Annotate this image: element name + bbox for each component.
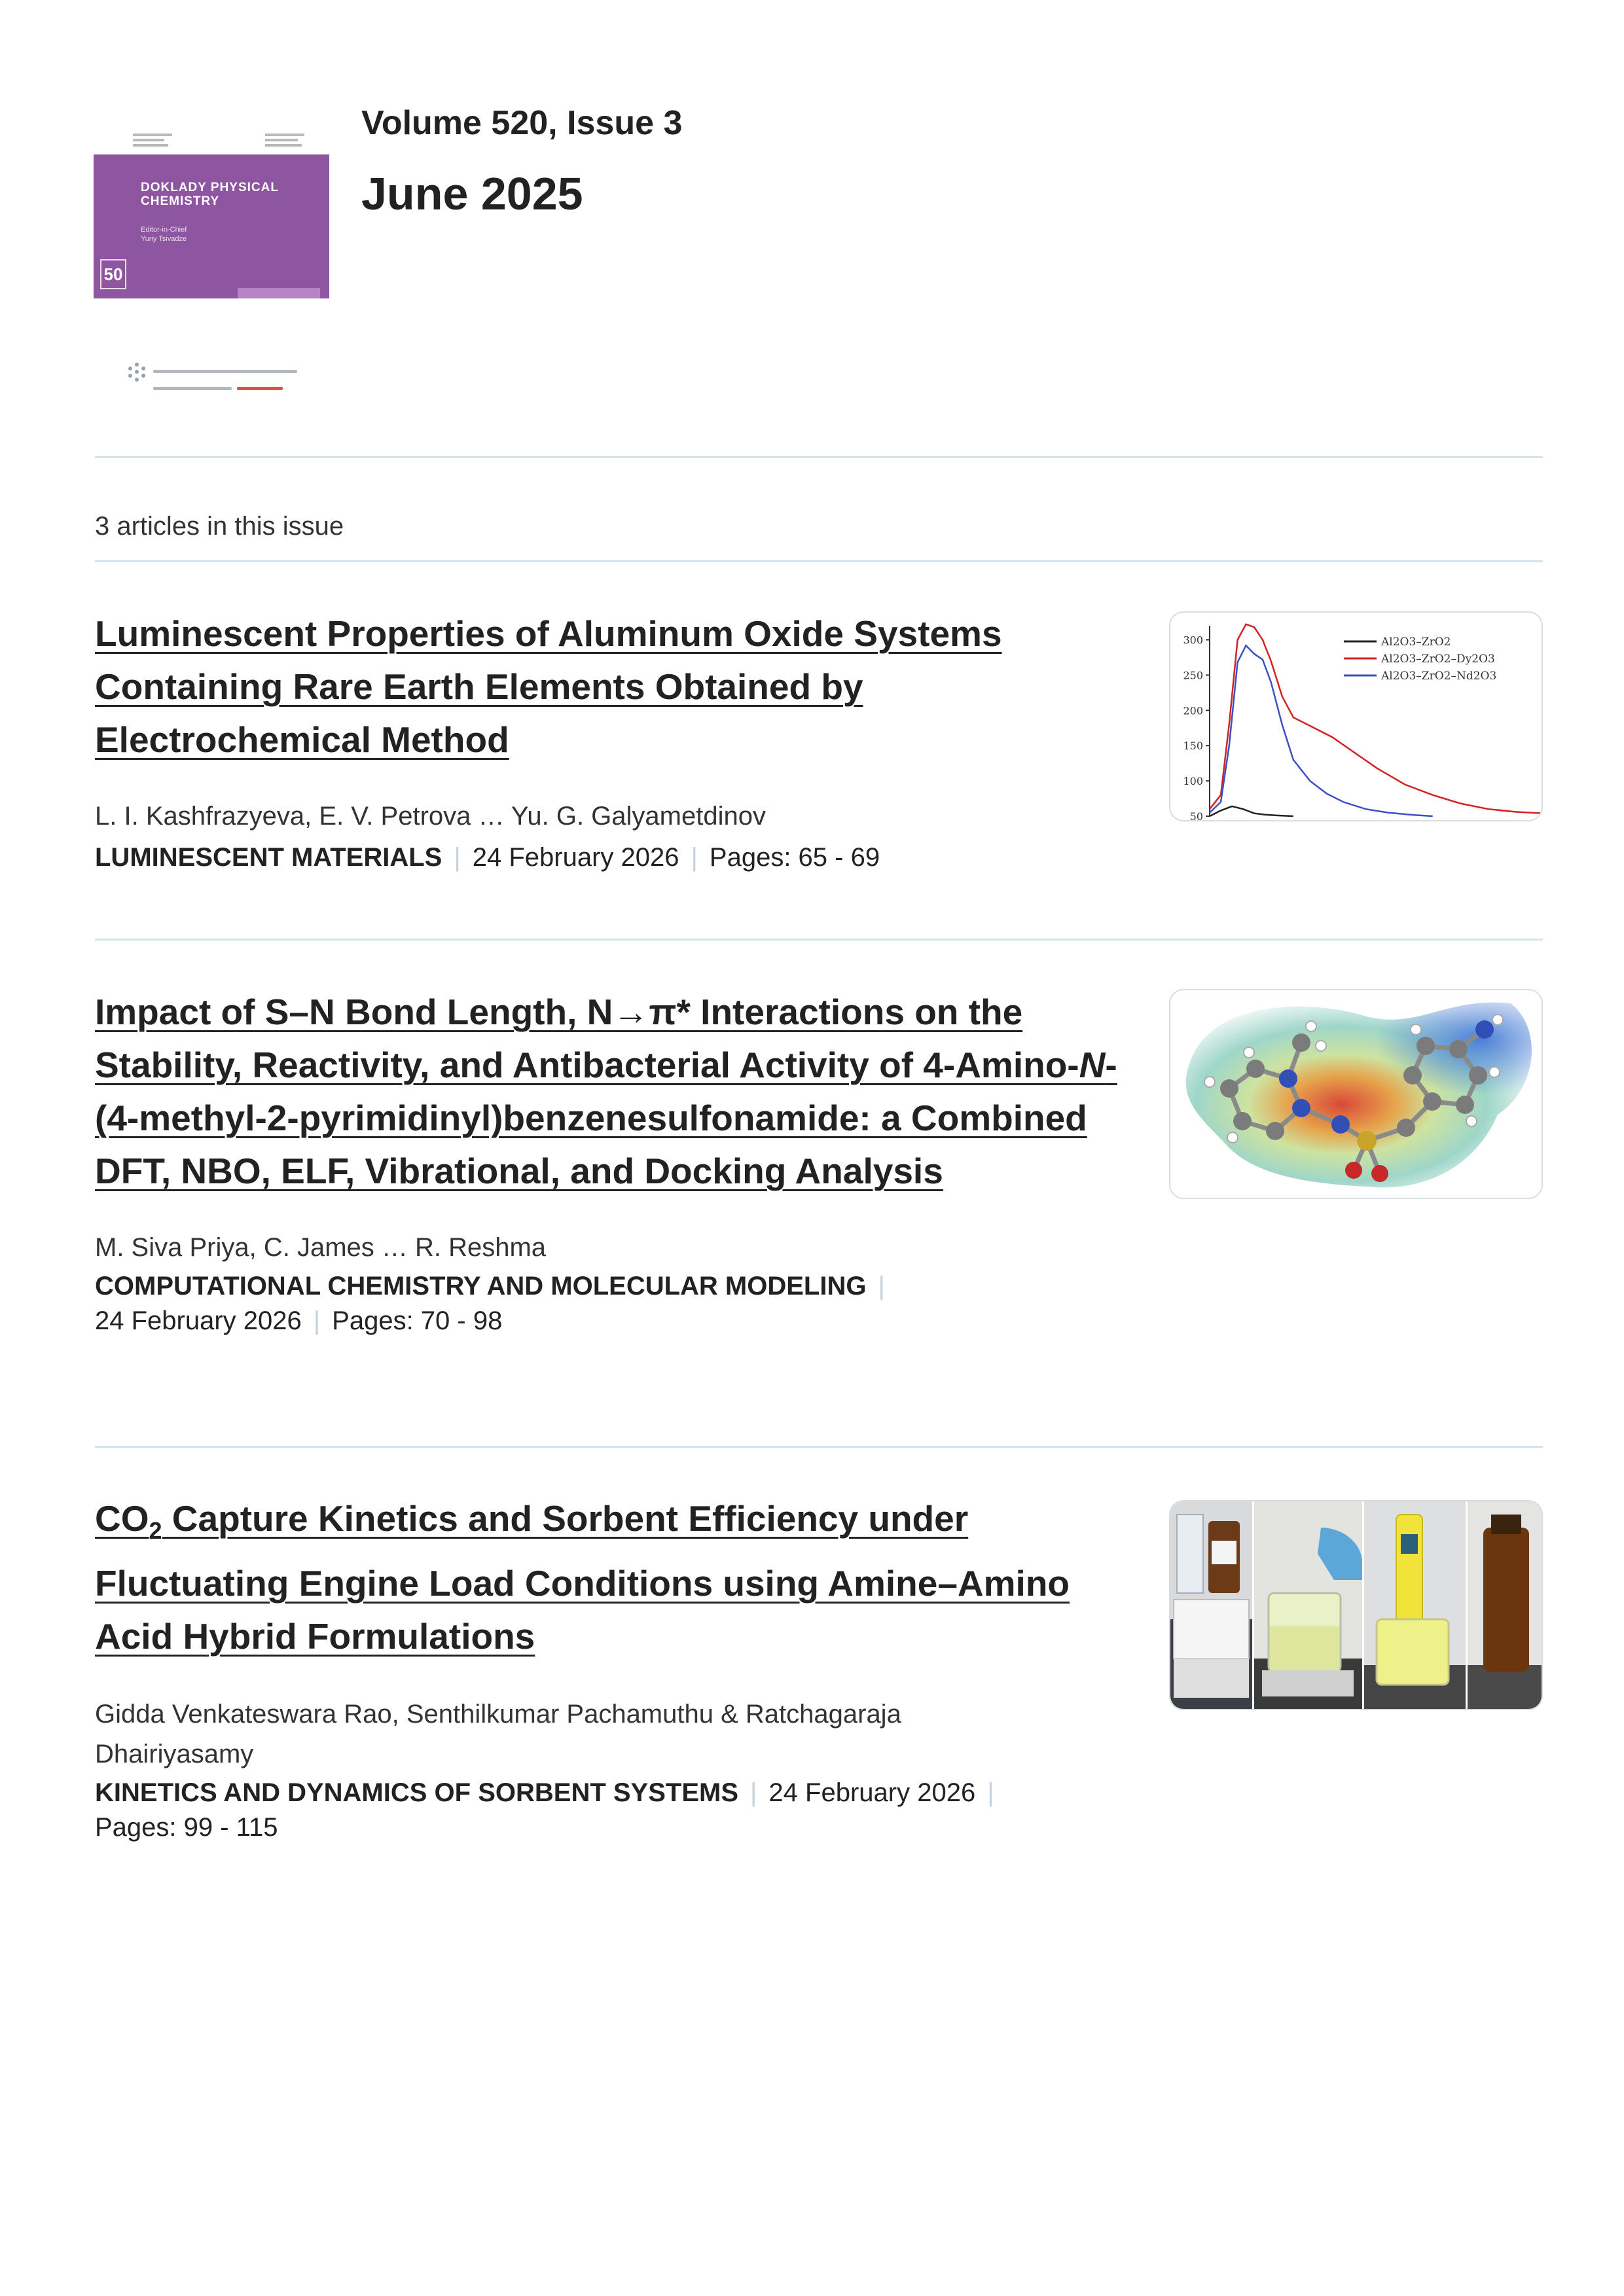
- article-date: 24 February 2026: [95, 1306, 302, 1335]
- article-date: 24 February 2026: [768, 1778, 976, 1807]
- y-tick-label: 50: [1189, 810, 1203, 821]
- article-pages: Pages: 65 - 69: [709, 843, 880, 872]
- article-section: KINETICS AND DYNAMICS OF SORBENT SYSTEMS: [95, 1778, 739, 1807]
- lab-photo-collage: [1170, 1501, 1543, 1710]
- article-meta: COMPUTATIONAL CHEMISTRY AND MOLECULAR MODELING | 24 February 2026 | Pages: 70 - 98: [95, 1272, 885, 1335]
- article-thumbnail-molecule[interactable]: [1169, 989, 1543, 1199]
- divider: [95, 1446, 1543, 1448]
- article-count: 3 articles in this issue: [95, 512, 344, 541]
- publisher-logo: [127, 362, 304, 401]
- divider: [95, 939, 1543, 941]
- article-pages: Pages: 70 - 98: [332, 1306, 503, 1335]
- article-title-link[interactable]: [95, 1492, 1142, 1663]
- article-pages: Pages: 99 - 115: [95, 1813, 278, 1842]
- title-segment: CO: [95, 1498, 149, 1539]
- y-tick-label: 250: [1183, 669, 1203, 682]
- article-meta: LUMINESCENT MATERIALS | 24 February 2026 | Pages: 65 - 69: [95, 843, 880, 872]
- article-meta: KINETICS AND DYNAMICS OF SORBENT SYSTEMS | 24 February 2026 | Pages: 99 - 115: [95, 1778, 994, 1842]
- cover-anniversary-badge: 50: [100, 259, 126, 289]
- article-section: LUMINESCENT MATERIALS: [95, 843, 442, 872]
- divider: [95, 560, 1543, 562]
- legend-label: Al2O3–ZrO2: [1381, 636, 1451, 649]
- y-tick-label: 150: [1183, 740, 1203, 753]
- article-authors: Gidda Venkateswara Rao, Senthilkumar Pachamuthu & Ratchagaraja Dhairiyasamy: [95, 1700, 901, 1768]
- title-segment: Impact of S–N Bond Length, N→π* Interactions on the Stability, Reactivity, and Antibacterial Activity of 4-Amino-: [95, 992, 1079, 1085]
- title-segment: -(4-methyl-2-pyrimidinyl)benzenesulfonamide: a Combined DFT, NBO, ELF, Vibrational, and Docking Analysis: [95, 1045, 1117, 1191]
- title-subscript: 2: [149, 1517, 162, 1544]
- issue-date: June 2025: [361, 168, 583, 219]
- article-authors: M. Siva Priya, C. James … R. Reshma: [95, 1233, 547, 1262]
- article-date: 24 February 2026: [472, 843, 679, 872]
- y-tick-label: 300: [1183, 634, 1203, 647]
- spectrum-chart: [1170, 613, 1543, 821]
- cover-tag: [238, 288, 320, 298]
- cover-color-band: [94, 154, 329, 298]
- divider: [95, 456, 1543, 458]
- legend-label: Al2O3–ZrO2–Nd2O3: [1381, 670, 1497, 683]
- cover-journal-title: DOKLADY PHYSICAL CHEMISTRY: [141, 181, 279, 208]
- series-line: [1210, 806, 1293, 816]
- legend-label: Al2O3–ZrO2–Dy2O3: [1381, 653, 1495, 666]
- article-thumbnail-lab-photo[interactable]: [1169, 1500, 1543, 1710]
- article-title-link[interactable]: [95, 986, 1142, 1198]
- pleiades-star-icon: [127, 362, 147, 382]
- article-section: COMPUTATIONAL CHEMISTRY AND MOLECULAR MODELING: [95, 1272, 867, 1300]
- article-title-link[interactable]: Luminescent Properties of Aluminum Oxide Systems Containing Rare Earth Elements Obtained by Electrochemical Method: [95, 613, 1002, 760]
- cover-header-strip: [94, 128, 329, 154]
- y-tick-label: 100: [1183, 775, 1203, 788]
- issue-volume: Volume 520, Issue 3: [361, 104, 683, 142]
- cover-editor-line: Editor-in-Chief Yuriy Tsivadze: [141, 226, 187, 243]
- article-authors: L. I. Kashfrazyeva, E. V. Petrova … Yu. G. Galyametdinov: [95, 802, 766, 831]
- article-thumbnail-chart[interactable]: [1169, 611, 1543, 821]
- y-tick-label: 200: [1183, 704, 1203, 717]
- title-segment: Capture Kinetics and Sorbent Efficiency under Fluctuating Engine Load Conditions using Amine–Amino Acid Hybrid Formulations: [95, 1498, 1070, 1657]
- title-italic-segment: N: [1079, 1045, 1106, 1085]
- journal-cover-image[interactable]: [94, 128, 329, 298]
- molecule-surface-image: [1170, 990, 1543, 1199]
